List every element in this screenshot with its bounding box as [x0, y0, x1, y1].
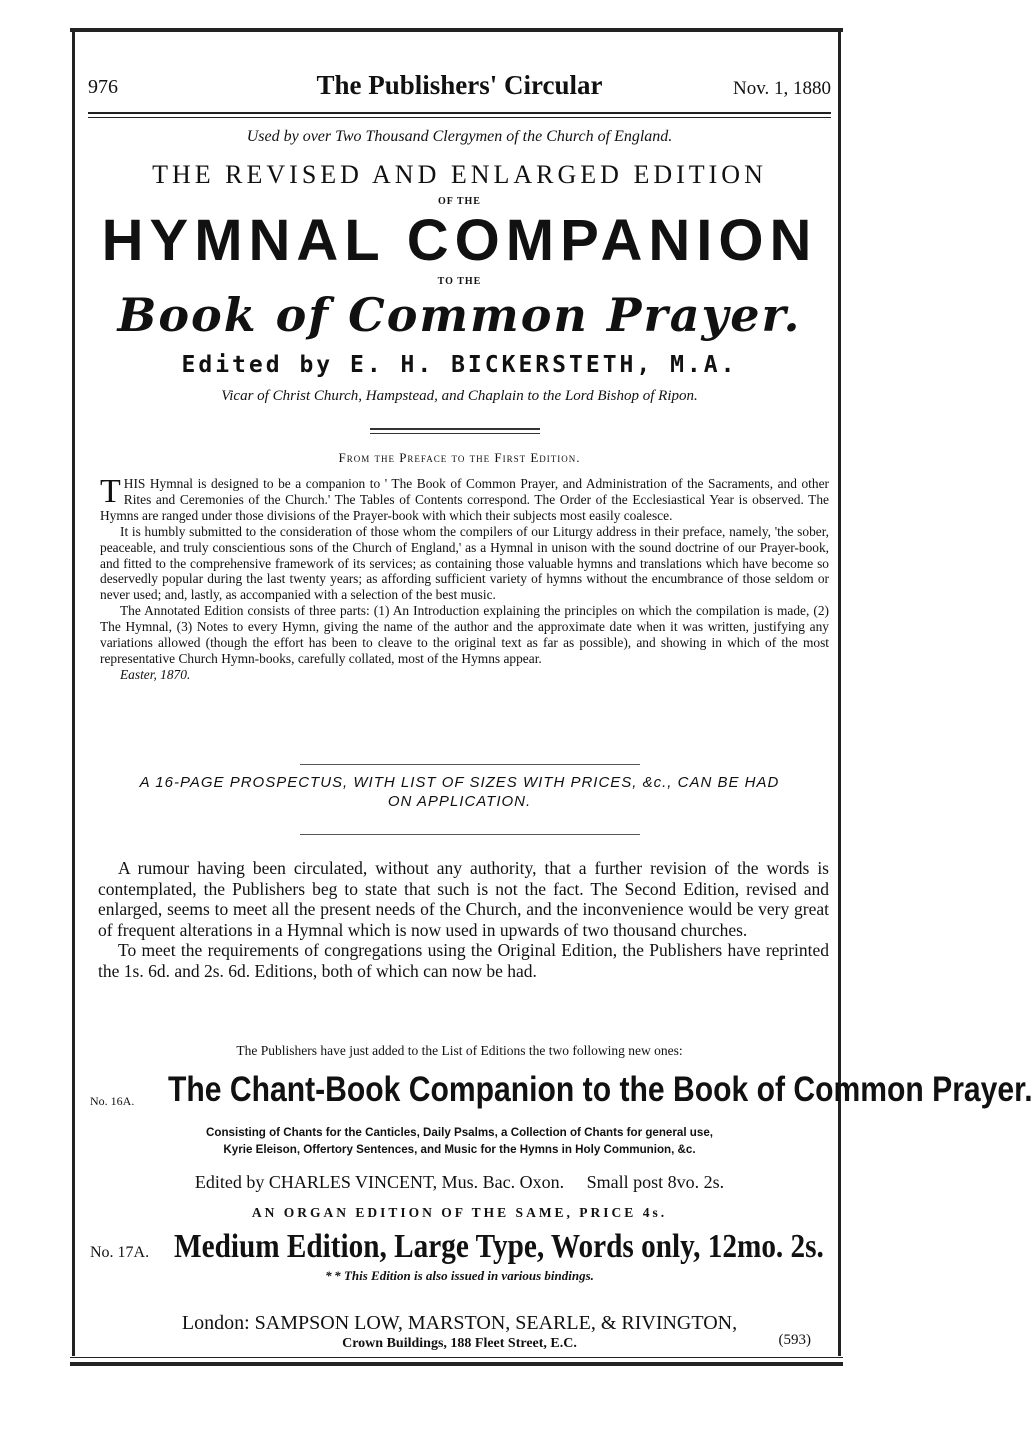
header-rule	[88, 112, 831, 114]
rumour-notice	[98, 858, 829, 981]
preface-date: Easter, 1870.	[120, 666, 191, 682]
preface-paragraph-1: THIS Hymnal is designed to be a companion to ' The Book of Common Prayer, and Administration of the Sacraments, and other Rites and Ceremonies of the Church.' The Tables of Contents correspond. The Order of the Ecclesiastical Year is observed. The Hymns are ranged under those divisions of the Prayer-book with which their subjects most easily coalesce.	[100, 473, 829, 523]
preface-heading: From the Preface to the First Edition.	[338, 450, 581, 465]
drop-cap: T	[100, 473, 121, 510]
medium-edition-title: Medium Edition, Large Type, Words only, 12mo. 2s.	[174, 1228, 824, 1265]
divider	[300, 834, 640, 835]
hymnal-title: HYMNAL COMPANION	[101, 208, 818, 273]
preface-text	[100, 473, 829, 683]
publication-title: The Publishers' Circular	[316, 70, 603, 100]
rumour-paragraph-2: To meet the requirements of congregations using the Original Edition, the Publishers have reprinted the 1s. 6d. and 2s. 6d. Editions, both of which can now be had.	[98, 940, 829, 981]
rumour-paragraph-1: A rumour having been circulated, without any authority, that a further revision of the words is contemplated, the Publishers beg to state that such is not the fact. The Second Edition, revised and enlarged, seems to meet all the present needs of the Church, and the inconvenience would be very great of frequent alterations in a Hymnal which is now used in upwards of two thousand churches.	[98, 858, 829, 940]
issue-date: Nov. 1, 1880	[733, 78, 831, 99]
publisher-line: London: SAMPSON LOW, MARSTON, SEARLE, & RIVINGTON,	[181, 1312, 738, 1334]
border-bottom	[70, 1362, 843, 1366]
chant-book-entry	[90, 1070, 1033, 1118]
bindings-note: * * This Edition is also issued in various bindings.	[325, 1268, 594, 1283]
editor-line: Edited by E. H. BICKERSTETH, M.A.	[181, 352, 738, 378]
to-the-line: TO THE	[437, 276, 482, 287]
entry-number: No. 17A.	[90, 1244, 150, 1261]
new-editions-line: The Publishers have just added to the List of Editions the two following new ones:	[236, 1043, 683, 1058]
page-number: 976	[88, 76, 118, 98]
border-left	[72, 32, 75, 1356]
page-header	[88, 70, 831, 110]
chant-book-editor: Edited by CHARLES VINCENT, Mus. Bac. Oxon. Small post 8vo. 2s.	[194, 1172, 725, 1192]
chant-book-contents: Consisting of Chants for the Canticles, Daily Psalms, a Collection of Chants for general use, Kyrie Eleison, Offertory Sentences, and Music for the Hymns in Holy Communion, &c.	[205, 1126, 713, 1156]
of-the-line: OF THE	[438, 196, 481, 207]
chant-book-title: The Chant-Book Companion to the Book of Common Prayer.	[168, 1070, 1033, 1109]
header-rule-thin	[88, 117, 831, 118]
divider-thin	[370, 433, 540, 434]
divider	[300, 764, 640, 765]
border-bottom-thin	[70, 1357, 843, 1358]
vicar-line: Vicar of Christ Church, Hampstead, and Chaplain to the Lord Bishop of Ripon.	[221, 388, 698, 404]
border-right	[838, 32, 841, 1356]
used-by-line: Used by over Two Thousand Clergymen of the Church of England.	[246, 128, 673, 145]
organ-edition: AN ORGAN EDITION OF THE SAME, PRICE 4s.	[251, 1205, 668, 1220]
medium-edition-entry	[90, 1228, 831, 1272]
publisher-address: Crown Buildings, 188 Fleet Street, E.C.	[342, 1336, 577, 1351]
prospectus-notice: A 16-PAGE PROSPECTUS, WITH LIST OF SIZES WITH PRICES, &c., CAN BE HAD ON APPLICATION.	[139, 774, 780, 810]
advert-number: (593)	[778, 1332, 811, 1348]
preface-paragraph-2: It is humbly submitted to the consideration of those whom the compilers of our Liturgy address in their preface, namely, 'the sober, peaceable, and truly conscientious sons of the Church of England,' as a Hymnal in unison with the sound doctrine of our Prayer-book, and fitted to the comprehensive framework of its services; as containing those valuable hymns and translations which have become so deservedly popular during the last twenty years; as affording sufficient variety of hymns without the encumbrance of those seldom or never used; and, lastly, as accompanied with a selection of the best music.	[100, 523, 829, 603]
preface-paragraph-3: The Annotated Edition consists of three parts: (1) An Introduction explaining the principles on which the compilation is made, (2) The Hymnal, (3) Notes to every Hymn, giving the name of the author and the approximate date when it was written, justifying any variations allowed (though the effort has been to cleave to the original text as far as possible), and showing in which of the most representative Church Hymn-books, carefully collated, most of the Hymns appear.	[100, 603, 829, 666]
border-top	[70, 28, 843, 32]
book-of-common-prayer: Book of Common Prayer.	[117, 288, 802, 342]
entry-number: No. 16A.	[90, 1094, 135, 1108]
divider	[370, 428, 540, 430]
revised-edition-line: THE REVISED AND ENLARGED EDITION	[152, 160, 767, 189]
